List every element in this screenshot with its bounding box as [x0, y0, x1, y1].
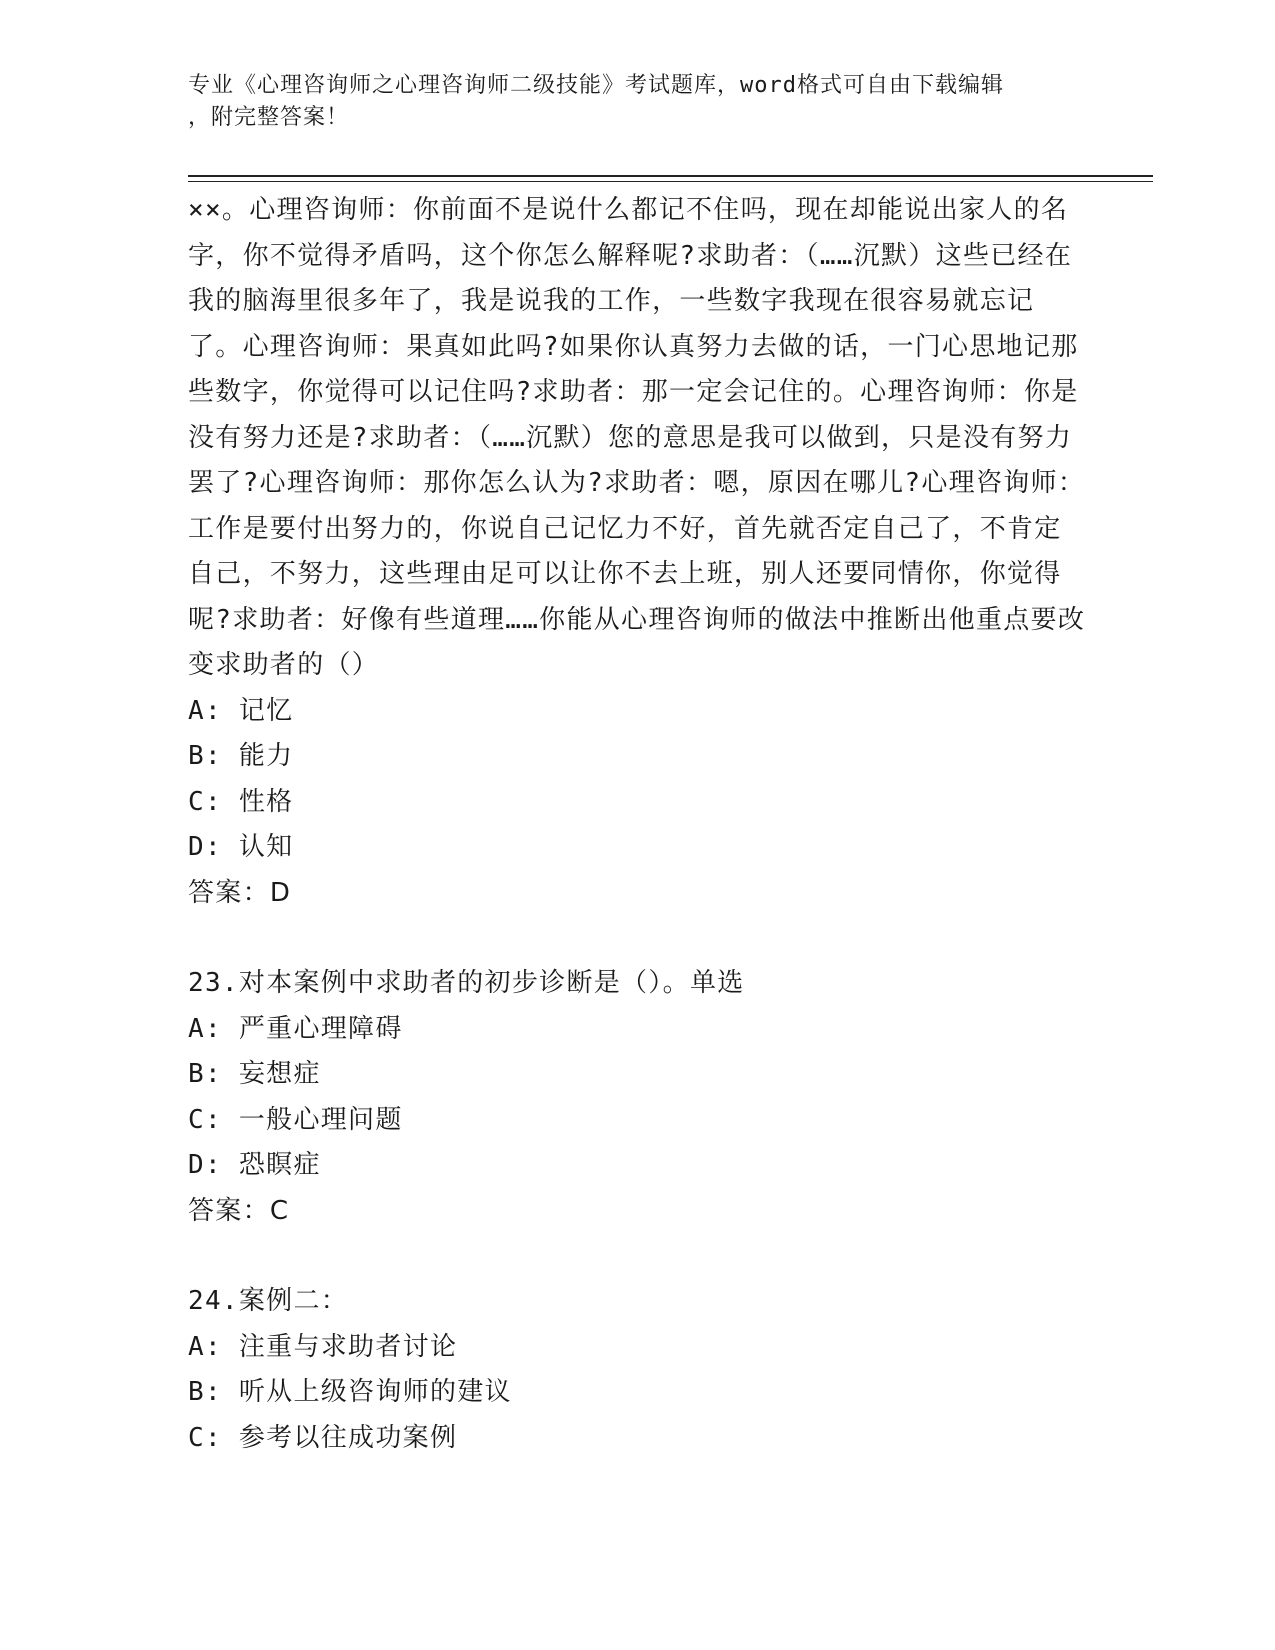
document-body — [188, 188, 1088, 1461]
question-22 — [188, 188, 1088, 916]
question-24-title: 24.案例二： — [188, 1286, 349, 1316]
spacer — [188, 1234, 1088, 1279]
header-line-1: 专业《心理咨询师之心理咨询师二级技能》考试题库，word格式可自由下载编辑 — [188, 73, 1004, 98]
question-22-option-c: C: 性格 — [188, 786, 294, 817]
question-23-option-d: D: 恐瞑症 — [188, 1150, 321, 1180]
document-header — [188, 70, 1068, 134]
question-23-option-b: B: 妄想症 — [188, 1059, 321, 1089]
header-divider-thin — [188, 181, 1153, 182]
question-23-answer: 答案：C — [188, 1195, 290, 1226]
question-22-option-a: A: 记忆 — [188, 695, 294, 726]
question-23-option-a: A: 严重心理障碍 — [188, 1013, 403, 1044]
question-22-stem: ××。心理咨询师：你前面不是说什么都记不住吗，现在却能说出家人的名字，你不觉得矛盾吗，这个你怎么解释呢?求助者：（……沉默）这些已经在我的脑海里很多年了，我是说我的工作，一些数字我现在很容易就忘记了。心理咨询师：果真如此吗?如果你认真努力去做的话，一门心思地记那些数字，你觉得可以记住吗?求助者：那一定会记住的。心理咨询师：你是没有努力还是?求助者：（……沉默）您的意思是我可以做到，只是没有努力罢了?心理咨询师：那你怎么认为?求助者：嗯，原因在哪儿?心理咨询师：工作是要付出努力的，你说自己记忆力不好，首先就否定自己了，不肯定自己，不努力，这些理由足可以让你不去上班，别人还要同情你，你觉得呢?求助者：好像有些道理……你能从心理咨询师的做法中推断出他重点要改变求助者的（） — [188, 195, 1086, 680]
question-22-option-d: D: 认知 — [188, 832, 294, 862]
question-23 — [188, 961, 1088, 1234]
spacer — [188, 916, 1088, 961]
question-23-option-c: C: 一般心理问题 — [188, 1104, 403, 1135]
question-24-option-a: A: 注重与求助者讨论 — [188, 1331, 458, 1362]
header-line-2: ，附完整答案！ — [188, 105, 350, 130]
question-24-option-b: B: 听从上级咨询师的建议 — [188, 1377, 512, 1407]
question-24-option-c: C: 参考以往成功案例 — [188, 1422, 458, 1453]
question-22-option-b: B: 能力 — [188, 741, 294, 771]
question-22-answer: 答案：D — [188, 877, 292, 908]
header-divider-thick — [188, 175, 1153, 177]
question-23-title: 23.对本案例中求助者的初步诊断是（）。单选 — [188, 968, 745, 998]
question-24 — [188, 1279, 1088, 1461]
